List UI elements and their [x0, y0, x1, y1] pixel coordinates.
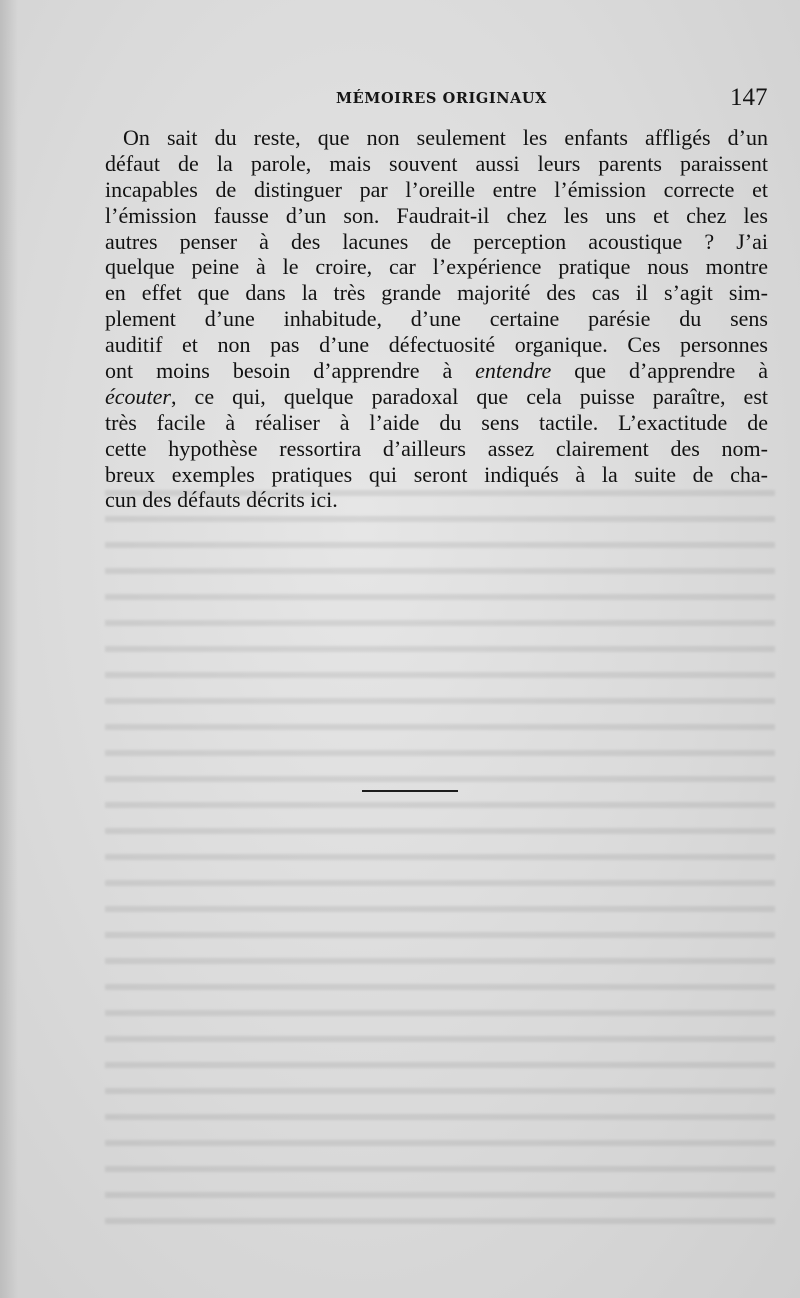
- text-line: cette hypothèse ressortira d’ailleurs assez clairement des nom-: [105, 435, 768, 461]
- bleed-through-text: [105, 480, 775, 1240]
- text-line: incapables de distinguer par l’oreille entre l’émission correcte et: [105, 176, 768, 202]
- section-divider: [362, 790, 458, 792]
- italic-word: entendre: [475, 358, 552, 384]
- body-paragraph: [105, 125, 768, 513]
- text-line: plement d’une inhabitude, d’une certaine parésie du sens: [105, 306, 768, 332]
- binding-shadow: [0, 0, 18, 1298]
- text-line: On sait du reste, que non seulement les enfants affligés d’un: [123, 125, 768, 150]
- text-segment: , ce qui, quelque paradoxal que cela puisse paraître, est: [170, 383, 768, 409]
- text-line: [105, 358, 768, 384]
- text-line: cun des défauts décrits ici.: [105, 487, 338, 513]
- text-segment: ont moins besoin d’apprendre à: [105, 358, 476, 384]
- text-line: breux exemples pratiques qui seront indiqués à la suite de cha-: [105, 461, 768, 487]
- text-line: autres penser à des lacunes de perception acoustique ? J’ai: [105, 228, 768, 254]
- text-line: [105, 384, 768, 410]
- page-number: 147: [730, 84, 768, 111]
- text-line: quelque peine à le croire, car l’expérience pratique nous montre: [105, 254, 768, 280]
- page-header: [0, 84, 800, 114]
- text-line: auditif et non pas d’une défectuosité organique. Ces personnes: [105, 332, 768, 358]
- text-segment: que d’apprendre à: [551, 358, 769, 384]
- italic-word: écouter: [105, 383, 171, 409]
- running-head: MÉMOIRES ORIGINAUX: [336, 90, 548, 107]
- text-line: défaut de la parole, mais souvent aussi leurs parents paraissent: [105, 150, 768, 176]
- text-line: en effet que dans la très grande majorité des cas il s’agit sim-: [105, 280, 768, 306]
- text-line: l’émission fausse d’un son. Faudrait-il chez les uns et chez les: [105, 202, 768, 228]
- text-line: très facile à réaliser à l’aide du sens tactile. L’exactitude de: [105, 409, 768, 435]
